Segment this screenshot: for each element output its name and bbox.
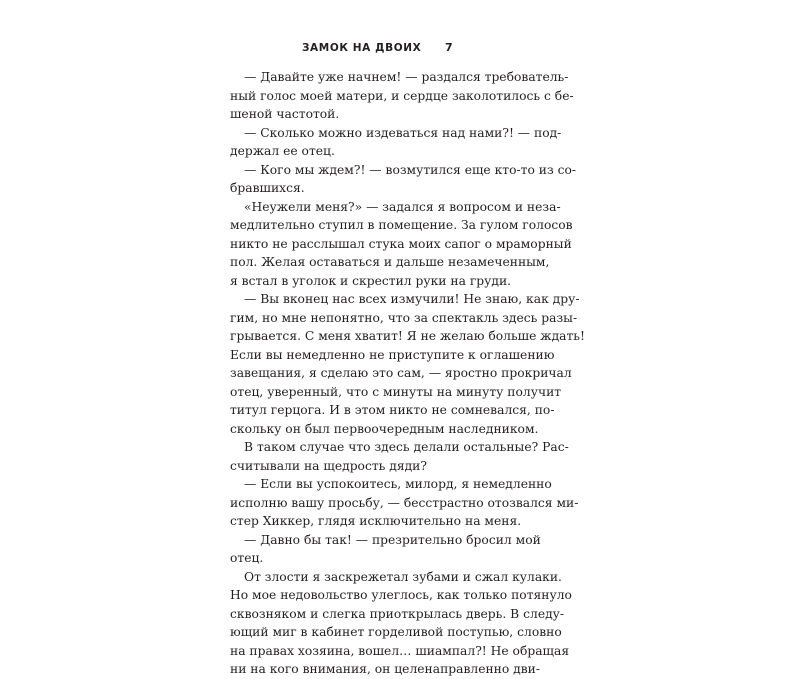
running-head [232, 42, 552, 60]
text-line: завещания, я сделаю это сам, — яростно прокричал [230, 366, 572, 380]
text-line: пол. Желая оставаться и дальше незамеченным, [230, 255, 550, 269]
text-line: держал ее отец. [230, 144, 335, 158]
text-line: ющий миг в кабинет горделивой поступью, словно [230, 625, 562, 639]
text-line: бравшихся. [230, 181, 305, 195]
text-line: От злости я заскрежетал зубами и сжал кулаки. [244, 569, 562, 584]
text-line: — Вы вконец нас всех измучили! Не знаю, как дру- [244, 292, 580, 306]
text-line: Но мое недовольство улеглось, как только потянуло [230, 588, 572, 602]
text-line: я встал в уголок и скрестил руки на груди. [230, 273, 512, 288]
text-line: скольку он был первоочередным наследником. [230, 421, 539, 436]
text-line: отец. [230, 551, 264, 565]
page-number: 7 [445, 41, 453, 54]
text-line: гим, но мне непонятно, что за спектакль здесь разы- [230, 310, 578, 325]
text-line: — Давно бы так! — презрительно бросил мой [244, 532, 541, 547]
text-line: ни на кого внимания, он целенаправленно дви- [230, 662, 541, 676]
text-line: шеной частотой. [230, 107, 340, 121]
text-line: — Кого мы ждем?! — возмутился еще кто-то из со- [244, 162, 577, 177]
text-line: В таком случае что здесь делали остальные? Рас- [244, 440, 569, 454]
text-line: никто не расслышал стука моих сапог о мраморный [230, 236, 572, 251]
text-line: сквозняком и слегка приоткрылась дверь. В следу- [230, 606, 565, 621]
text-line: грывается. С меня хватит! Я не желаю больше ждать! [230, 329, 585, 343]
text-line: считывали на щедрость дяди? [230, 458, 427, 473]
text-line: — Давайте уже начнем! — раздался требователь- [244, 70, 569, 84]
text-line: Если вы немедленно не приступите к оглашению [230, 347, 555, 362]
text-line: «Неужели меня?» — задался я вопросом и неза- [244, 199, 561, 214]
text-line: медлительно ступил в помещение. За гулом голосов [230, 218, 573, 232]
text-line: — Сколько можно издеваться над нами?! — под- [244, 125, 562, 140]
text-line: ный голос моей матери, и сердце заколотилось с бе- [230, 88, 574, 103]
text-line: исполню вашу просьбу, — бесстрастно отозвался ми- [230, 495, 579, 510]
text-line: стер Хиккер, глядя исключительно на меня. [230, 514, 522, 528]
text-line: на правах хозяина, вошел… шиампал?! Не обращая [230, 643, 570, 658]
text-line: отец, уверенный, что с минуты на минуту получит [230, 384, 562, 399]
running-title: ЗАМОК НА ДВОИХ [302, 42, 422, 54]
text-line: титул герцога. И в этом никто не сомневался, по- [230, 403, 555, 417]
text-line: — Если вы успокоитесь, милорд, я немедленно [244, 477, 552, 491]
body-text [230, 68, 585, 679]
